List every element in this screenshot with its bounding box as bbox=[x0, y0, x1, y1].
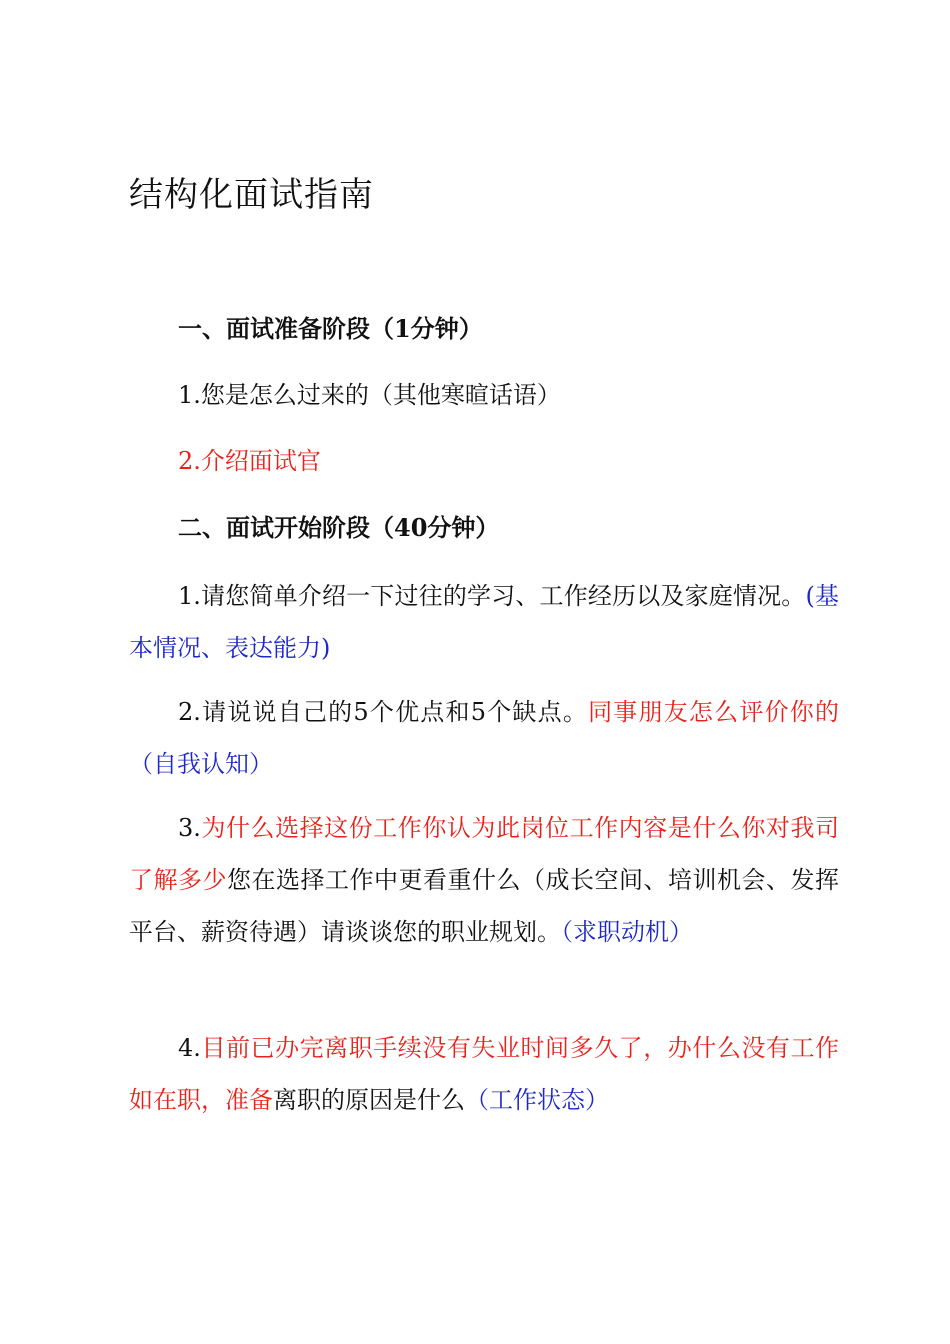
question-3-red-text: 为什么选择这份工作你认为此岗位工作内容是什么你对我司了解多少 bbox=[129, 814, 839, 894]
question-4-number: 4. bbox=[178, 1034, 201, 1062]
prep-item-2: 2.介绍面试官 bbox=[178, 447, 321, 475]
question-4-red-text: 目前已办完离职手续没有失业时间多久了，办什么没有工作如在职，准备 bbox=[129, 1034, 839, 1114]
question-2-note: （自我认知） bbox=[129, 750, 273, 778]
question-3 bbox=[129, 802, 839, 958]
question-3-text: 您在选择工作中更看重什么（成长空间、培训机会、发挥平台、薪资待遇）请谈谈您的职业规划。 bbox=[129, 866, 839, 946]
document-title: 结构化面试指南 bbox=[129, 175, 374, 215]
section-heading-preparation: 一、面试准备阶段（1分钟） bbox=[178, 314, 483, 343]
question-2-text: 2.请说说自己的5个优点和5个缺点。 bbox=[178, 698, 589, 726]
question-4 bbox=[129, 1022, 839, 1126]
question-3-note: （求职动机） bbox=[561, 918, 693, 946]
question-3-number: 3. bbox=[178, 814, 201, 842]
question-4-text: 离职的原因是什么 bbox=[273, 1086, 465, 1114]
question-2 bbox=[129, 686, 839, 790]
question-1-text: 1.请您简单介绍一下过往的学习、工作经历以及家庭情况。 bbox=[178, 582, 806, 610]
question-4-note: （工作状态） bbox=[465, 1086, 609, 1114]
question-2-red-text: 同事朋友怎么评价你的 bbox=[588, 698, 840, 726]
prep-item-1: 1.您是怎么过来的（其他寒暄话语） bbox=[178, 381, 561, 409]
question-1 bbox=[129, 570, 839, 674]
section-heading-interview: 二、面试开始阶段（40分钟） bbox=[178, 513, 500, 542]
question-1-note: (基本情况、表达能力) bbox=[129, 582, 839, 662]
